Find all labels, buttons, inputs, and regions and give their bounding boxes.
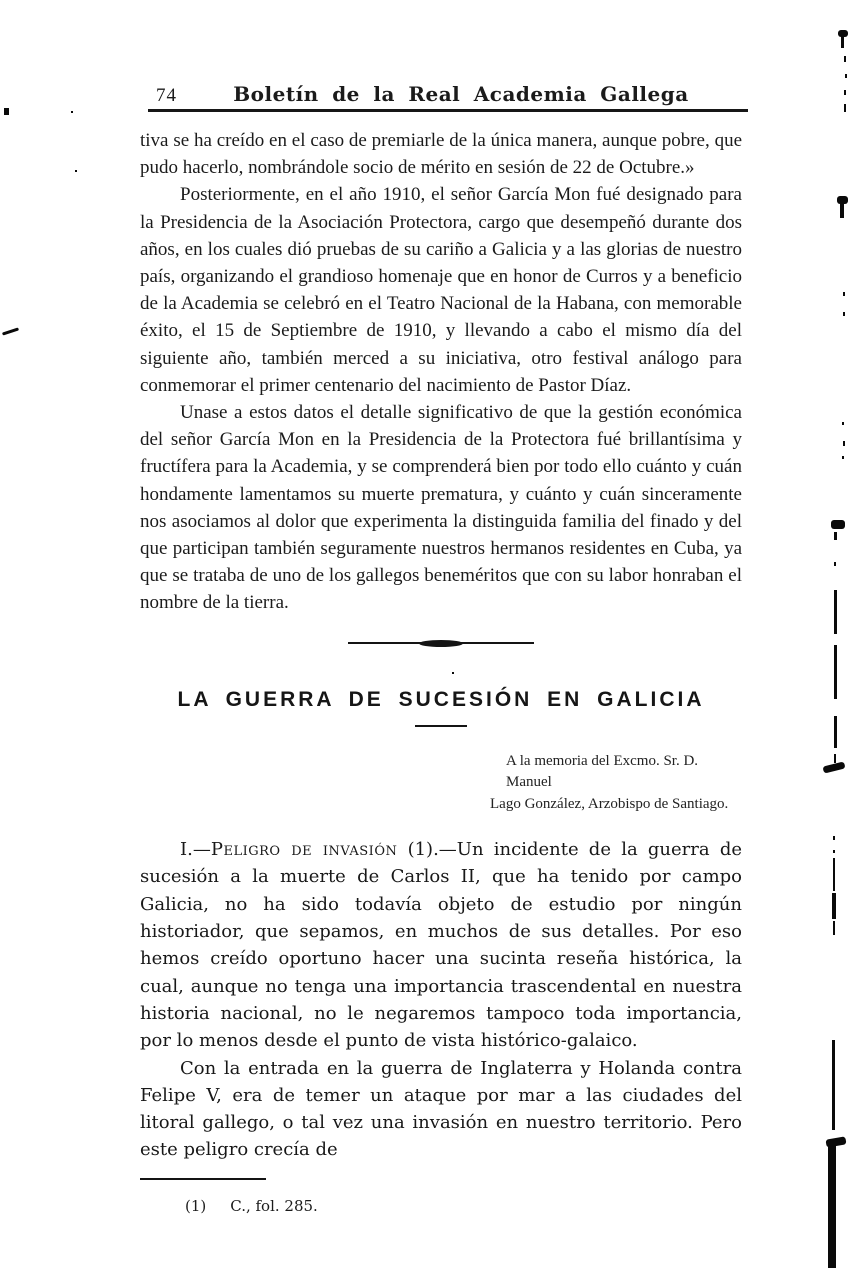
- scan-artifact: [834, 645, 837, 699]
- paragraph-text: (1).—Un incidente de la guerra de sucesión a la muerte de Carlos II, que ha tenido por campo Galicia, no ha sido todavía objeto de estudio por ningún historiador, que sepamos, en muchos de sus detalles. Por eso hemos creído oportuno hacer una sucinta reseña histórica, la cual, aunque no tenga una importancia trascendental en nuestra historia nacional, no le negaremos tampoco toda importancia, por lo menos desde el punto de vista histórico-galaico.: [140, 839, 742, 1052]
- scan-artifact: [75, 170, 77, 172]
- dedication-line: A la memoria del Excmo. Sr. D. Manuel: [506, 752, 699, 791]
- page-number: 74: [156, 85, 177, 106]
- scan-artifact: [844, 90, 846, 95]
- running-header: [140, 82, 742, 109]
- scan-artifact: [822, 761, 845, 773]
- paragraph: [140, 836, 742, 1054]
- scan-artifact: [845, 74, 847, 78]
- scan-artifact: [4, 108, 9, 115]
- journal-title: Boletín de la Real Academia Gallega: [233, 82, 689, 106]
- scan-artifact: [843, 312, 845, 316]
- header-rule: [148, 109, 748, 112]
- scan-artifact: [833, 850, 835, 853]
- section-heading: Peligro de invasión: [210, 839, 398, 861]
- footnote-text: C., fol. 285.: [230, 1196, 318, 1215]
- scan-artifact: [71, 111, 73, 113]
- scan-artifact: [844, 56, 846, 62]
- article-body: [140, 836, 742, 1164]
- scan-artifact: [843, 292, 845, 296]
- footnote-rule: [140, 1178, 266, 1180]
- scan-artifact: [832, 1040, 835, 1130]
- scan-artifact: [842, 456, 844, 459]
- scan-artifact: [841, 36, 844, 48]
- previous-article-text: [140, 127, 742, 617]
- dedication: [490, 751, 742, 816]
- scan-artifact: [833, 858, 835, 891]
- scan-artifact: [840, 203, 844, 218]
- paragraph: Unase a estos datos el detalle significativo de que la gestión económica del señor García Mon en la Presidencia de la Protectora fué brillantísima y fructífera para la Academia, y se comprenderá bien por todo ello cuánto y cuán hondamente lamentamos su muerte prematura, y cuánto y cuán sinceramente nos asociamos al dolor que experimenta la distinguida familia del finado y del que participan también seguramente nuestros hermanos residentes en Cuba, ya que se trataba de uno de los gallegos beneméritos que con su labor honraban el nombre de la tierra.: [140, 402, 742, 614]
- scan-artifact: [834, 562, 836, 566]
- scan-artifact: [843, 441, 845, 446]
- scan-artifact: [834, 754, 836, 763]
- scan-artifact: [831, 520, 845, 529]
- scan-artifact: [833, 836, 835, 840]
- scan-artifact: [844, 104, 846, 112]
- paragraph: tiva se ha creído en el caso de premiarle de la única manera, aunque pobre, que pudo hacerlo, nombrándole socio de mérito en sesión de 22 de Octubre.»: [140, 130, 742, 179]
- paragraph: Posteriormente, en el año 1910, el señor García Mon fué designado para la Presidencia de la Asociación Protectora, cargo que desempeñó durante dos años, en los cuales dió pruebas de su cariño a Galicia y a las glorias de nuestro país, organizando el grandioso homenaje que en honor de Curros y a beneficio de la Academia se celebró en el Teatro Nacional de la Habana, con memorable éxito, el 15 de Septiembre de 1910, y llevando a cabo el mismo día del siguiente año, también merced a su iniciativa, otro festival análogo para conmemorar el primer centenario del nacimiento de Pastor Díaz.: [140, 184, 742, 396]
- scan-artifact: [834, 590, 837, 634]
- section-numeral: I.—: [180, 839, 211, 861]
- scan-artifact: [832, 893, 836, 919]
- footnote: [140, 1197, 742, 1215]
- title-underline: [415, 725, 467, 727]
- scan-artifact: [452, 672, 454, 674]
- divider-lens-icon: [419, 640, 463, 647]
- scan-artifact: [834, 716, 837, 748]
- scan-artifact: [833, 921, 835, 935]
- dedication-line: Lago González, Arzobispo de Santiago.: [490, 795, 729, 812]
- paragraph: Con la entrada en la guerra de Inglaterra y Holanda contra Felipe V, era de temer un ataque por mar a las ciudades del litoral gallego, o tal vez una invasión en nuestro territorio. Pero este peligro crecía de: [140, 1057, 742, 1161]
- section-divider-ornament: [348, 639, 534, 648]
- scan-artifact: [834, 532, 837, 540]
- page-content: [140, 0, 742, 1215]
- scan-artifact: [828, 1155, 836, 1268]
- scan-artifact: [2, 327, 19, 335]
- scan-artifact: [842, 422, 844, 425]
- footnote-marker: (1): [185, 1196, 207, 1215]
- article-title: LA GUERRA DE SUCESIÓN EN GALICIA: [177, 687, 705, 711]
